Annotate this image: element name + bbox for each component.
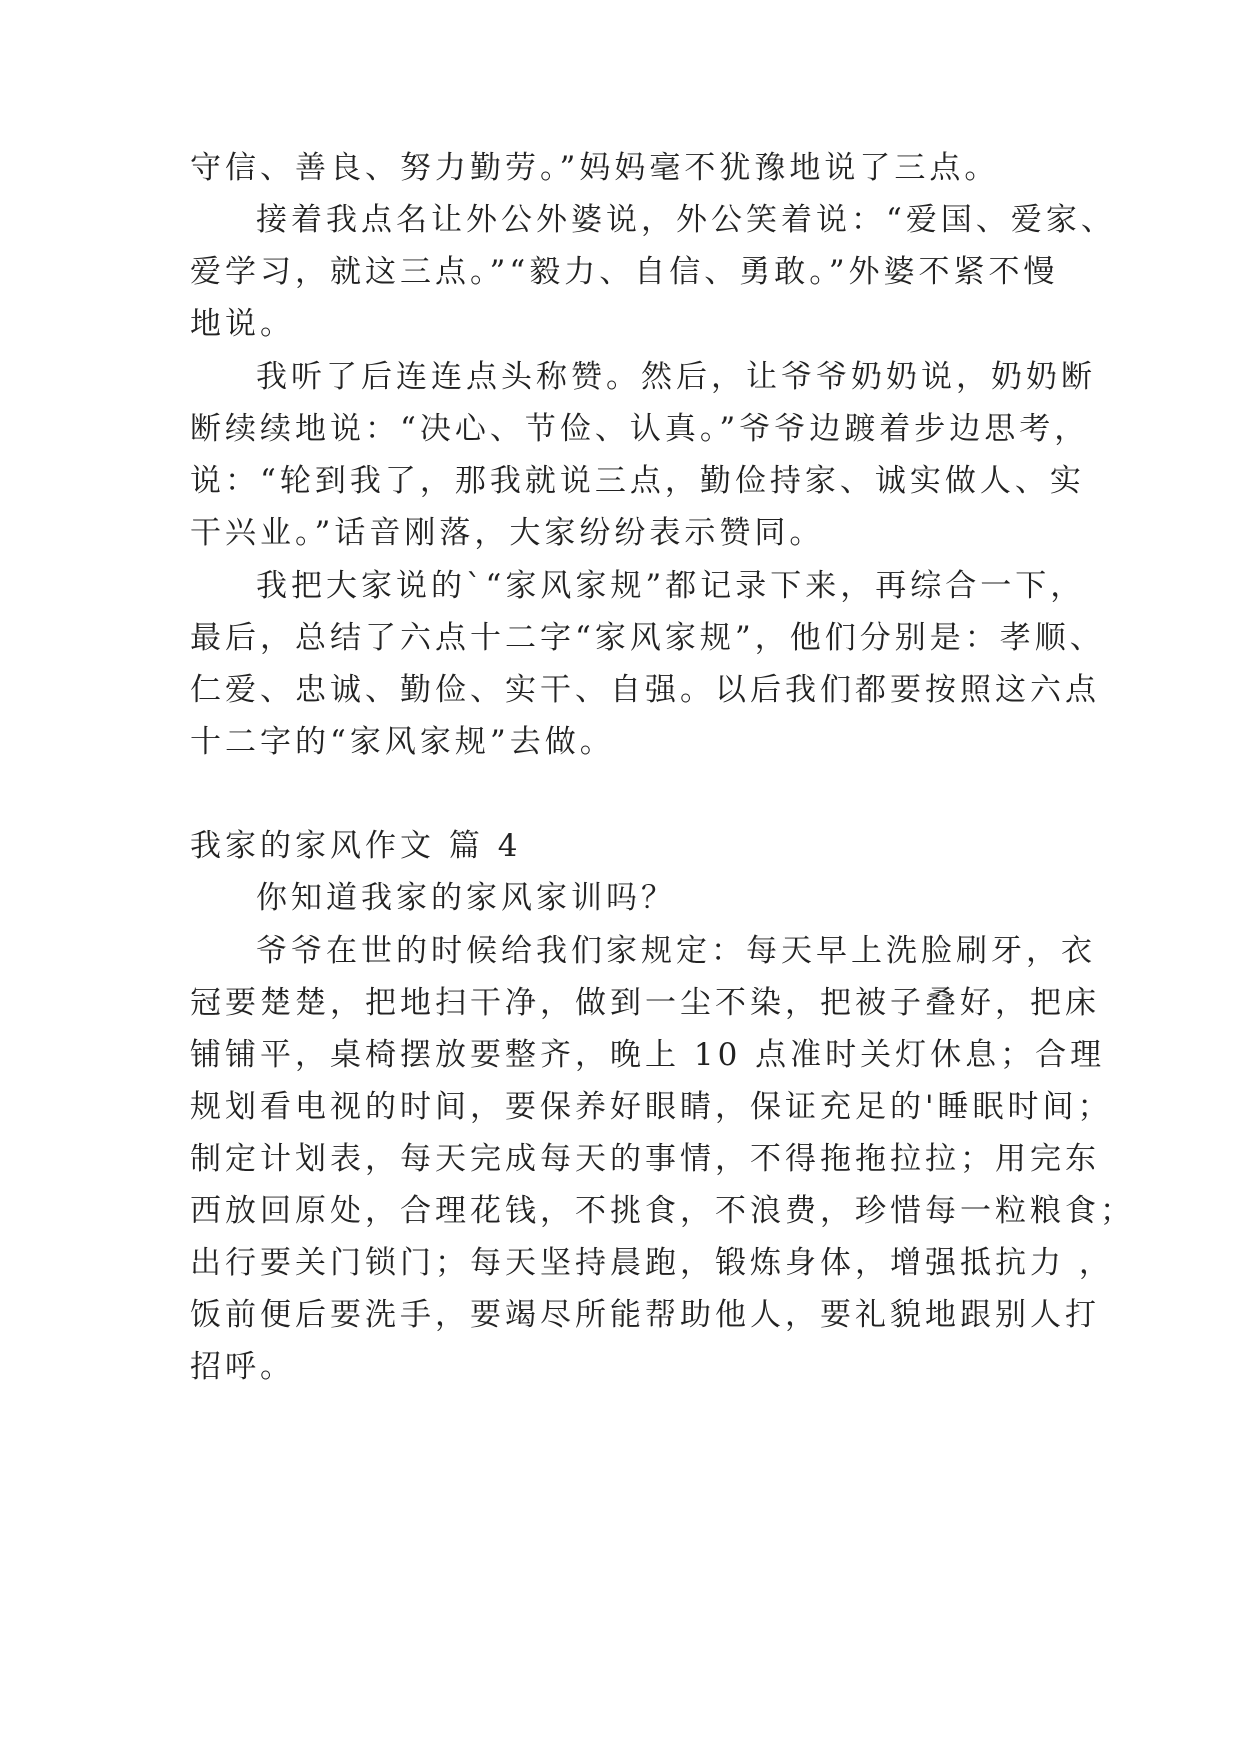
- paragraph-line: 制定计划表，每天完成每天的事情，不得拖拖拉拉；用完东: [190, 1141, 1100, 1177]
- paragraph-line: 西放回原处，合理花钱，不挑食，不浪费，珍惜每一粒粮食；: [190, 1193, 1135, 1229]
- paragraph-line: 最后，总结了六点十二字“家风家规”，他们分别是：孝顺、: [190, 620, 1105, 656]
- section-heading: 我家的家风作文 篇 4: [190, 828, 522, 864]
- paragraph-line: 守信、善良、努力勤劳。”妈妈毫不犹豫地说了三点。: [190, 150, 1000, 186]
- paragraph-line: 出行要关门锁门；每天坚持晨跑，锻炼身体，增强抵抗力 ，: [190, 1245, 1114, 1281]
- paragraph-line: 你知道我家的家风家训吗？: [256, 880, 676, 916]
- paragraph-line: 断续续地说：“决心、节俭、认真。”爷爷边踱着步边思考，: [190, 411, 1090, 447]
- paragraph-line: 爷爷在世的时候给我们家规定：每天早上洗脸刷牙，衣: [256, 933, 1096, 969]
- paragraph-line: 地说。: [190, 306, 295, 342]
- paragraph-line: 冠要楚楚，把地扫干净，做到一尘不染，把被子叠好，把床: [190, 985, 1100, 1021]
- paragraph-line: 我听了后连连点头称赞。然后，让爷爷奶奶说，奶奶断: [256, 359, 1096, 395]
- paragraph-line: 规划看电视的时间，要保养好眼睛，保证充足的'睡眠时间；: [190, 1089, 1113, 1125]
- paragraph-line: 十二字的“家风家规”去做。: [190, 724, 615, 760]
- paragraph-line: 仁爱、忠诚、勤俭、实干、自强。以后我们都要按照这六点: [190, 672, 1100, 708]
- paragraph-line: 爱学习，就这三点。”“毅力、自信、勇敢。”外婆不紧不慢: [190, 254, 1059, 290]
- paragraph-line: 我把大家说的`“家风家规”都记录下来，再综合一下，: [256, 568, 1086, 604]
- paragraph-line: 接着我点名让外公外婆说，外公笑着说：“爱国、爱家、: [256, 202, 1116, 238]
- paragraph-line: 干兴业。”话音刚落，大家纷纷表示赞同。: [190, 515, 825, 551]
- paragraph-line: 招呼。: [190, 1349, 295, 1385]
- paragraph-line: 饭前便后要洗手，要竭尽所能帮助他人，要礼貌地跟别人打: [190, 1297, 1100, 1333]
- paragraph-line: 铺铺平，桌椅摆放要整齐，晚上 10 点准时关灯休息；合理: [190, 1037, 1106, 1073]
- paragraph-line: 说：“轮到我了，那我就说三点，勤俭持家、诚实做人、实: [190, 463, 1085, 499]
